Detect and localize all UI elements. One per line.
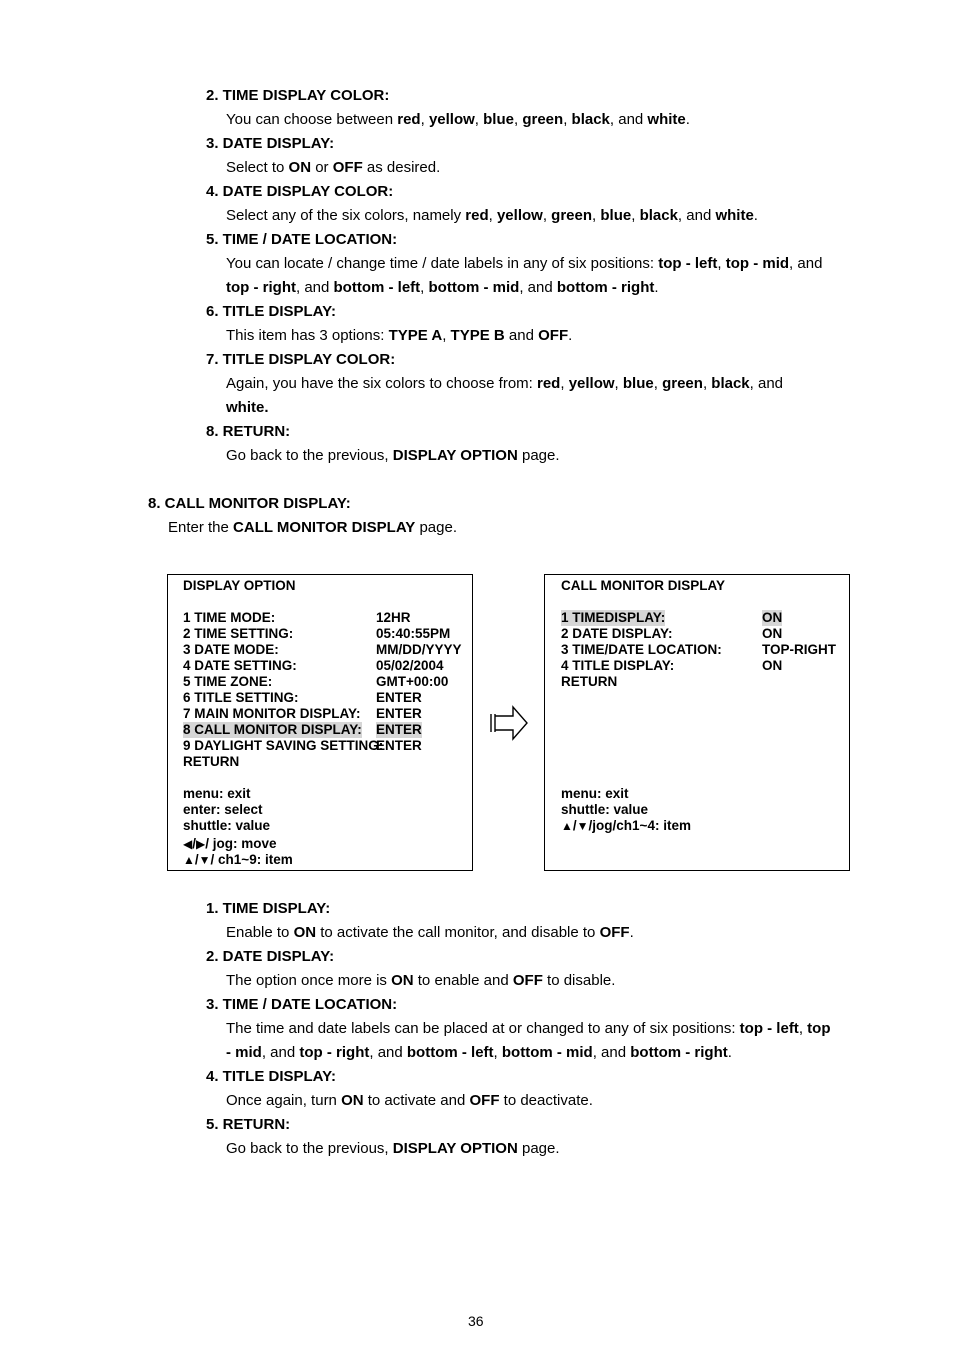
bold-text: TYPE A [388, 327, 443, 344]
menu-item-label[interactable]: 9 DAYLIGHT SAVING SETTING: [183, 738, 384, 753]
bold-text: green [551, 207, 593, 224]
item-description [226, 1092, 593, 1109]
bold-text: top - left [739, 1020, 799, 1037]
page-number: 36 [468, 1313, 484, 1329]
text-run: , [542, 207, 552, 224]
text-run: , [474, 111, 484, 128]
menu-item-value[interactable]: ON [762, 626, 783, 641]
down-triangle-icon: ▼ [576, 819, 589, 833]
menu-item-value[interactable]: ENTER [376, 706, 422, 721]
menu-item-value[interactable]: 05/02/2004 [376, 658, 444, 673]
text-run: The option once more is [226, 972, 392, 989]
menu-item-label[interactable]: 4 DATE SETTING: [183, 658, 297, 673]
bold-text: top - mid [725, 255, 790, 272]
right-triangle-icon: ▶ [196, 837, 206, 851]
item-description [226, 447, 560, 464]
text-run: , [488, 207, 497, 224]
text-run: . [727, 1044, 732, 1061]
bold-text: red [397, 111, 421, 128]
item-heading: 7. TITLE DISPLAY COLOR: [206, 351, 396, 368]
text-run: , [442, 327, 451, 344]
text-run: , [420, 279, 429, 296]
bold-text: blue [600, 207, 632, 224]
bold-text: white [715, 207, 754, 224]
menu-item-label[interactable]: 3 TIME/DATE LOCATION: [561, 642, 722, 657]
bold-text: OFF [538, 327, 569, 344]
text-run: , [653, 375, 663, 392]
text-run: or [311, 159, 333, 176]
text-run: Select any of the six colors, namely [226, 207, 466, 224]
help-text: menu: exit [561, 786, 629, 801]
menu-item-value[interactable]: 05:40:55PM [376, 626, 451, 641]
menu-item-label[interactable]: 2 TIME SETTING: [183, 626, 294, 641]
text-run: You can choose between [226, 111, 398, 128]
text-run: and [504, 327, 539, 344]
text-run: as desired. [362, 159, 441, 176]
bold-text: OFF [469, 1092, 500, 1109]
text-run: Go back to the previous, [226, 1140, 393, 1157]
text-run: page. [517, 1140, 560, 1157]
bold-text: top - right [299, 1044, 370, 1061]
bold-text: green [522, 111, 564, 128]
text-run: , [717, 255, 726, 272]
menu-item-label[interactable]: 4 TITLE DISPLAY: [561, 658, 675, 673]
bold-text: red [465, 207, 489, 224]
item-description [226, 924, 634, 941]
text-run: to activate and [363, 1092, 470, 1109]
bold-text: red [537, 375, 561, 392]
help-item-text: / ch1~9: item [210, 852, 293, 867]
text-run: Enter the [168, 519, 234, 536]
menu-item-label[interactable]: RETURN [561, 674, 618, 689]
bold-text: black [711, 375, 750, 392]
item-heading: 2. TIME DISPLAY COLOR: [206, 87, 390, 104]
help-text: shuttle: value [183, 818, 271, 833]
item-heading: 4. DATE DISPLAY COLOR: [206, 183, 394, 200]
item-description [226, 1140, 560, 1157]
up-triangle-icon: ▲ [183, 853, 195, 867]
bold-text: black [571, 111, 610, 128]
bold-text: OFF [332, 159, 363, 176]
item-description [226, 375, 783, 392]
item-heading: 3. TIME / DATE LOCATION: [206, 996, 398, 1013]
help-text: enter: select [183, 802, 263, 817]
text-run: to disable. [542, 972, 616, 989]
panel-title: DISPLAY OPTION [183, 578, 296, 593]
menu-item-value[interactable]: TOP-RIGHT [762, 642, 836, 657]
text-run: , [631, 207, 640, 224]
bold-text: bottom - right [630, 1044, 728, 1061]
call-monitor-section-intro [168, 519, 457, 536]
bold-text: TYPE B [450, 327, 505, 344]
menu-item-label[interactable]: 3 DATE MODE: [183, 642, 279, 657]
bold-text: ON [341, 1092, 364, 1109]
help-move-text: / jog: move [205, 836, 277, 851]
text-run: , and [519, 279, 557, 296]
text-run: . [654, 279, 659, 296]
text-run: page. [517, 447, 560, 464]
item-description [226, 207, 758, 224]
panel-title: CALL MONITOR DISPLAY [561, 578, 726, 593]
item-description-continued [226, 1044, 732, 1061]
text-run: to enable and [413, 972, 513, 989]
text-run: The time and date labels can be placed at or changed to any of six positions: [226, 1020, 740, 1037]
item-heading: 8. RETURN: [206, 423, 291, 440]
bold-text: blue [483, 111, 514, 128]
text-run: . [568, 327, 573, 344]
menu-item-label[interactable]: 7 MAIN MONITOR DISPLAY: [183, 706, 361, 721]
bold-text: - mid [226, 1044, 262, 1061]
text-run: Select to [226, 159, 289, 176]
item-heading: 2. DATE DISPLAY: [206, 948, 335, 965]
text-run: , [798, 1020, 808, 1037]
bold-text: top [807, 1020, 831, 1037]
menu-item-value[interactable]: 12HR [376, 610, 411, 625]
bold-text: yellow [568, 375, 615, 392]
text-run: , and [677, 207, 716, 224]
bold-text: ON [293, 924, 317, 941]
menu-item-label[interactable]: RETURN [183, 754, 240, 769]
text-run: , [592, 207, 601, 224]
bold-text: bottom - left [333, 279, 421, 296]
bold-text: ON [391, 972, 414, 989]
menu-item-label[interactable]: 5 TIME ZONE: [183, 674, 273, 689]
bold-text: bottom - right [556, 279, 655, 296]
bold-text: black [639, 207, 678, 224]
bold-text: bottom - left [406, 1044, 494, 1061]
item-description [226, 159, 440, 176]
bold-text: yellow [496, 207, 543, 224]
help-item-line: ▲/▼/jog/ch1~4: item [561, 818, 691, 833]
bold-text: white. [226, 399, 269, 416]
bold-text: DISPLAY OPTION [392, 447, 518, 464]
menu-item-label[interactable]: 1 TIMEDISPLAY: [561, 610, 666, 625]
text-run: . [685, 111, 690, 128]
text-run: , and [295, 279, 334, 296]
text-run: , and [609, 111, 648, 128]
text-run: , [420, 111, 429, 128]
bold-text: top - left [658, 255, 718, 272]
item-description [226, 1020, 830, 1037]
bold-text: DISPLAY OPTION [392, 1140, 518, 1157]
menu-item-label[interactable]: 8 CALL MONITOR DISPLAY: [183, 722, 362, 737]
call-monitor-display-menu-panel [544, 574, 850, 871]
bold-text: OFF [512, 972, 543, 989]
text-run: , and [789, 255, 823, 272]
menu-item-value[interactable]: GMT+00:00 [376, 674, 449, 689]
display-option-menu-panel [167, 574, 473, 871]
bold-text: top - right [226, 279, 296, 296]
menu-item-label[interactable]: 2 DATE DISPLAY: [561, 626, 673, 641]
text-run: . [629, 924, 634, 941]
text-run: Once again, turn [226, 1092, 342, 1109]
menu-item-value[interactable]: ON [762, 658, 783, 673]
item-heading: 1. TIME DISPLAY: [206, 900, 331, 917]
text-run: page. [415, 519, 458, 536]
text-run: Again, you have the six colors to choose from: [226, 375, 537, 392]
menu-item-value[interactable]: ON [762, 610, 783, 625]
bold-text: blue [622, 375, 654, 392]
text-run: Enable to [226, 924, 294, 941]
item-description-continued [226, 399, 269, 416]
help-move-line: ◀/▶/ jog: move [183, 836, 277, 851]
bold-text: bottom - mid [428, 279, 520, 296]
text-run: You can locate / change time / date labels in any of six positions: [226, 255, 659, 272]
text-run: , and [261, 1044, 300, 1061]
menu-item-label[interactable]: 1 TIME MODE: [183, 610, 276, 625]
help-text: shuttle: value [561, 802, 649, 817]
menu-item-value[interactable]: ENTER [376, 690, 422, 705]
item-description [226, 255, 822, 272]
bold-text: OFF [599, 924, 630, 941]
text-run: , [563, 111, 572, 128]
help-text: menu: exit [183, 786, 251, 801]
item-description-continued [226, 279, 659, 296]
item-heading: 5. RETURN: [206, 1116, 291, 1133]
item-description [226, 972, 615, 989]
up-triangle-icon: ▲ [561, 819, 573, 833]
text-run: , and [749, 375, 784, 392]
bold-text: white [647, 111, 686, 128]
item-heading: 4. TITLE DISPLAY: [206, 1068, 337, 1085]
bold-text: ON [288, 159, 312, 176]
bold-text: yellow [428, 111, 475, 128]
item-heading: 6. TITLE DISPLAY: [206, 303, 337, 320]
text-run: to deactivate. [499, 1092, 593, 1109]
text-run: , [493, 1044, 502, 1061]
item-description [226, 111, 690, 128]
item-description [226, 327, 572, 344]
text-run: , [614, 375, 623, 392]
item-heading: 5. TIME / DATE LOCATION: [206, 231, 398, 248]
right-arrow-icon [489, 705, 529, 741]
menu-item-value[interactable]: ENTER [376, 722, 422, 737]
help-item-line: ▲/▼/ ch1~9: item [183, 852, 293, 867]
bold-text: green [662, 375, 703, 392]
text-run: . [753, 207, 758, 224]
text-run: Go back to the previous, [226, 447, 393, 464]
item-heading: 3. DATE DISPLAY: [206, 135, 335, 152]
text-run: to activate the call monitor, and disable to [316, 924, 600, 941]
text-run: , and [369, 1044, 407, 1061]
text-run: This item has 3 options: [226, 327, 389, 344]
text-run: , and [592, 1044, 631, 1061]
text-run: , [513, 111, 523, 128]
left-triangle-icon: ◀ [183, 837, 193, 851]
text-run: , [560, 375, 569, 392]
down-triangle-icon: ▼ [198, 853, 211, 867]
menu-item-value[interactable]: ENTER [376, 738, 422, 753]
bold-text: bottom - mid [501, 1044, 593, 1061]
menu-item-value[interactable]: MM/DD/YYYY [376, 642, 462, 657]
menu-item-label[interactable]: 6 TITLE SETTING: [183, 690, 299, 705]
call-monitor-section-heading: 8. CALL MONITOR DISPLAY: [148, 495, 351, 512]
help-item-text: /jog/ch1~4: item [588, 818, 691, 833]
bold-text: CALL MONITOR DISPLAY [233, 519, 416, 536]
text-run: , [702, 375, 712, 392]
